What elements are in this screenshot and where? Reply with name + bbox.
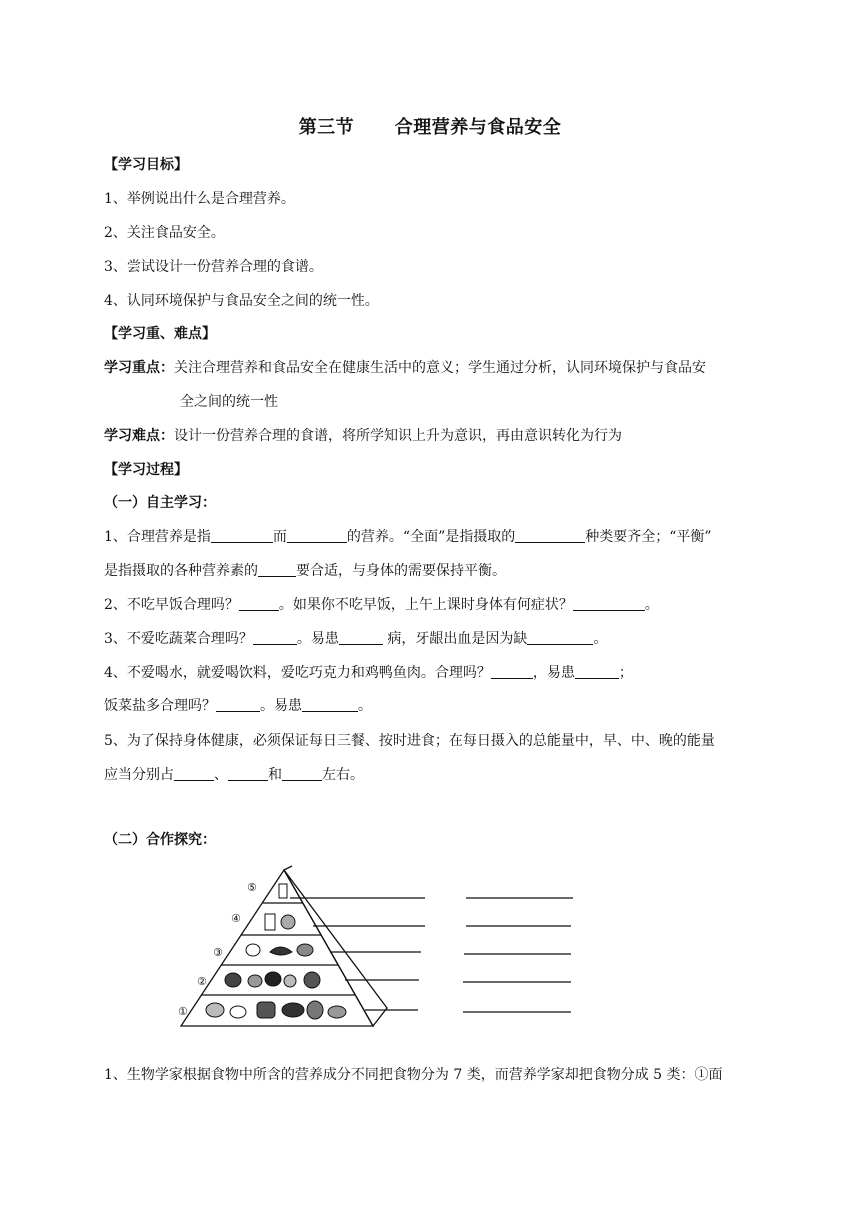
answer-blank[interactable] [216,697,260,712]
q5-text-e: 左右。 [322,767,364,783]
q3-text-b: 。易患 [296,631,339,647]
key-point-text-2: 全之间的统一性 [180,394,278,410]
food-pyramid-illustration [175,860,585,1032]
section-process-heading: 【学习过程】 [104,462,188,478]
q5-text-b: 应当分别占 [104,767,174,783]
pyramid-level-1-marker: ① [178,1005,188,1018]
answer-blank[interactable] [239,596,279,611]
objective-item-3: 3、尝试设计一份营养合理的食谱。 [104,259,323,275]
objective-item-2: 2、关注食品安全。 [104,225,225,241]
q1-text-a: 1、合理营养是指 [104,529,211,545]
answer-blank[interactable] [282,766,322,781]
q3-text-c: 病，牙龈出血是因为缺 [382,631,528,647]
question-1-line-2 [104,561,506,581]
question-5-line-1: 5、为了保持身体健康，必须保证每日三餐、按时进食；在每日摄入的总能量中，早、中、晚的能量 [104,733,715,749]
q4-text-d: 饭菜盐多合理吗？ [104,698,216,714]
cooperative-heading: （二）合作探究： [104,832,216,848]
question-4-line-1 [104,663,633,683]
self-study-heading: （一）自主学习： [104,495,216,511]
answer-blank[interactable] [228,766,268,781]
answer-blank[interactable] [575,664,619,679]
q1-text-e: 是指摄取的各种营养素的 [104,563,258,579]
q5-text-d: 和 [268,767,282,783]
answer-blank[interactable] [287,528,347,543]
q2-text-b: 。如果你不吃早饭，上午上课时身体有何症状？ [278,597,573,613]
q1-text-f: 要合适，与身体的需要保持平衡。 [296,563,506,579]
q4-text-f: 。 [358,698,372,714]
question-3 [104,629,607,649]
key-point-text-1: 关注合理营养和食品安全在健康生活中的意义；学生通过分析，认同环境保护与食品安 [174,360,706,376]
q2-text-a: 2、不吃早饭合理吗？ [104,597,239,613]
bottom-paragraph: 1、生物学家根据食物中所含的营养成分不同把食物分为 7 类，而营养学家却把食物分成 5 类：①面 [104,1067,723,1083]
pyramid-level-4-marker: ④ [231,912,241,925]
q1-text-c: 的营养。“全面”是指摄取的 [346,529,516,545]
key-point-row [104,358,706,378]
pyramid-level-2-marker: ② [197,975,207,988]
answer-blank[interactable] [302,697,358,712]
page-title: 第三节 合理营养与食品安全 [298,117,562,138]
q1-text-b: 而 [272,529,287,545]
pyramid-level-3-marker: ③ [213,946,223,959]
q4-text-b: ，易患 [532,665,575,681]
difficult-point-row [104,426,622,446]
answer-blank[interactable] [174,766,214,781]
answer-blank[interactable] [491,664,533,679]
question-1-line-1 [104,527,712,547]
objective-item-4: 4、认同环境保护与食品安全之间的统一性。 [104,293,379,309]
difficult-point-text: 设计一份营养合理的食谱，将所学知识上升为意识，再由意识转化为行为 [174,428,622,444]
answer-blank[interactable] [253,630,297,645]
q4-text-c: ； [618,665,633,681]
q3-text-d: 。 [593,631,608,647]
answer-blank[interactable] [527,630,593,645]
question-2 [104,595,659,615]
difficult-point-label: 学习难点： [104,428,174,444]
answer-blank[interactable] [515,528,585,543]
question-5-line-2 [104,765,364,785]
key-point-label: 学习重点： [104,360,174,376]
pyramid-level-5-marker: ⑤ [247,881,257,894]
answer-blank[interactable] [211,528,273,543]
section-keypoints-heading: 【学习重、难点】 [104,326,216,342]
section-objectives-heading: 【学习目标】 [104,157,188,173]
answer-blank[interactable] [339,630,383,645]
q2-text-c: 。 [644,597,659,613]
answer-blank[interactable] [258,562,296,577]
q5-text-c: 、 [214,767,228,783]
objective-item-1: 1、举例说出什么是合理营养。 [104,191,295,207]
q1-text-d: 种类要齐全；“平衡” [585,529,712,545]
answer-blank[interactable] [573,596,645,611]
q4-text-a: 4、不爱喝水，就爱喝饮料，爱吃巧克力和鸡鸭鱼肉。合理吗？ [104,665,491,681]
q3-text-a: 3、不爱吃蔬菜合理吗？ [104,631,253,647]
q4-text-e: 。易患 [260,698,302,714]
question-4-line-2 [104,696,372,716]
